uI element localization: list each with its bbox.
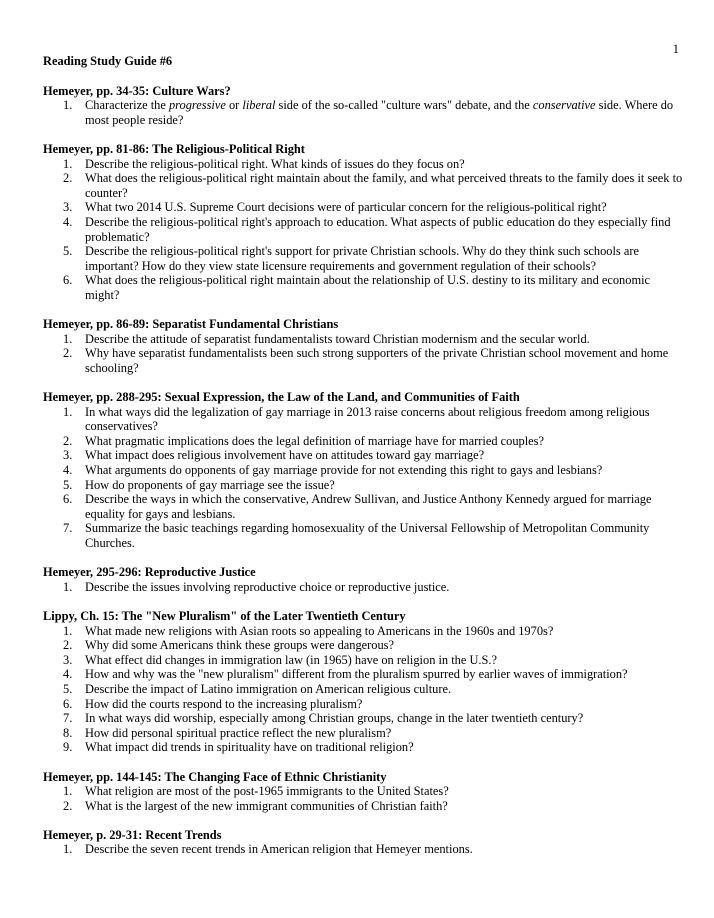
question-text: Summarize the basic teachings regarding homosexuality of the Universal Fellowship of Metropolitan Community Churches. [85,521,650,550]
question-text: Describe the impact of Latino immigration on American religious culture. [85,681,452,696]
list-item [43,215,683,244]
list-item [43,740,683,755]
item-number: 1. [63,98,73,113]
item-number: 1. [63,784,73,799]
question-text: What made new religions with Asian roots so appealing to Americans in the 1960s and 1970s? [85,623,554,638]
question-list [43,842,683,857]
item-number: 7. [63,711,73,726]
item-number: 3. [63,652,73,667]
list-item [43,332,683,347]
item-number: 9. [63,740,73,755]
question-list [43,405,683,551]
item-number: 2. [63,346,73,361]
item-number: 2. [63,638,73,653]
question-text: What religion are most of the post-1965 immigrants to the United States? [85,784,449,799]
section-recent-trends [43,828,683,857]
item-number: 4. [63,214,73,229]
item-number: 4. [63,463,73,478]
question-text: How and why was the "new pluralism" different from the pluralism spurred by earlier waves of immigration? [85,667,628,682]
emphasis-liberal: liberal [242,98,276,113]
document-body [43,54,683,872]
list-item [43,244,683,273]
item-number: 3. [63,448,73,463]
list-item [43,273,683,302]
section-heading: Hemeyer, pp. 86-89: Separatist Fundamental Christians [43,317,339,332]
section-new-pluralism [43,609,683,755]
page-number: 1 [672,42,679,56]
question-text: Describe the seven recent trends in American religion that Hemeyer mentions. [85,842,473,857]
question-text: What impact did trends in spirituality have on traditional religion? [85,740,414,755]
question-text: How do proponents of gay marriage see the issue? [85,477,335,492]
item-number: 1. [63,623,73,638]
section-religious-political-right [43,142,683,303]
list-item [43,434,683,449]
list-item [43,346,683,375]
question-text: What does the religious-political right maintain about the family, and what perceived threats to the family does it seek to counter? [85,171,683,200]
question-list [43,98,683,127]
item-number: 1. [63,404,73,419]
list-item [43,448,683,463]
question-text: Describe the ways in which the conservative, Andrew Sullivan, and Justice Anthony Kennedy argued for marriage equality for gays and lesbians. [85,492,652,521]
item-number: 8. [63,725,73,740]
question-text: Describe the attitude of separatist fundamentalists toward Christian modernism and the secular world. [85,331,590,346]
question-text: What two 2014 U.S. Supreme Court decisions were of particular concern for the religious-political right? [85,200,607,215]
question-list [43,332,683,376]
list-item [43,478,683,493]
question-text: Why have separatist fundamentalists been such strong supporters of the private Christian school movement and home schooling? [85,346,669,375]
item-number: 5. [63,681,73,696]
emphasis-progressive: progressive [168,98,226,113]
list-item [43,171,683,200]
section-heading: Hemeyer, pp. 34-35: Culture Wars? [43,83,231,98]
question-list [43,157,683,303]
question-text: In what ways did the legalization of gay marriage in 2013 raise concerns about religious freedom among religious conservatives? [85,404,650,434]
item-number: 1. [63,156,73,171]
item-number: 2. [63,433,73,448]
item-number: 2. [63,171,73,186]
section-heading: Hemeyer, pp. 288-295: Sexual Expression, the Law of the Land, and Communities of Faith [43,390,520,405]
question-list [43,580,683,595]
question-text: How did the courts respond to the increasing pluralism? [85,696,363,711]
list-item [43,799,683,814]
list-item [43,697,683,712]
item-number: 5. [63,477,73,492]
section-reproductive-justice [43,565,683,594]
question-text: What impact does religious involvement have on attitudes toward gay marriage? [85,448,485,463]
item-number: 4. [63,667,73,682]
item-number: 5. [63,244,73,259]
list-item [43,463,683,478]
list-item [43,405,683,434]
emphasis-conservative: conservative [532,98,596,113]
list-item [43,200,683,215]
list-item [43,667,683,682]
item-number: 3. [63,200,73,215]
section-heading: Hemeyer, pp. 81-86: The Religious-Political Right [43,141,305,156]
section-heading: Hemeyer, p. 29-31: Recent Trends [43,827,222,842]
list-item [43,492,683,521]
section-heading: Hemeyer, pp. 144-145: The Changing Face of Ethnic Christianity [43,769,387,784]
list-item [43,711,683,726]
question-list [43,784,683,813]
question-list [43,624,683,755]
section-heading: Lippy, Ch. 15: The "New Pluralism" of the Later Twentieth Century [43,608,406,623]
item-number: 1. [63,331,73,346]
item-number: 6. [63,696,73,711]
item-number: 1. [63,842,73,857]
question-text: What is the largest of the new immigrant communities of Christian faith? [85,798,448,813]
item-number: 6. [63,273,73,288]
question-text: Describe the religious-political right. What kinds of issues do they focus on? [85,156,465,171]
list-item [43,624,683,639]
question-text: What arguments do opponents of gay marriage provide for not extending this right to gays and lesbians? [85,463,603,478]
question-text: What does the religious-political right maintain about the relationship of U.S. destiny to its military and economic might? [85,273,651,302]
item-number: 2. [63,798,73,813]
list-item [43,98,683,127]
section-heading: Hemeyer, 295-296: Reproductive Justice [43,565,256,580]
list-item [43,521,683,550]
section-sexual-expression [43,390,683,551]
list-item [43,726,683,741]
question-text: What pragmatic implications does the legal definition of marriage have for married couples? [85,433,544,448]
question-text: How did personal spiritual practice reflect the new pluralism? [85,725,392,740]
question-text: Describe the religious-political right's support for private Christian schools. Why do they think such schools are important? How do they view state licensure requirements and government regulation of their schools? [85,244,639,273]
document-title: Reading Study Guide #6 [43,54,173,68]
list-item [43,638,683,653]
question-text: Why did some Americans think these groups were dangerous? [85,638,394,653]
section-ethnic-christianity [43,770,683,814]
question-text: Describe the issues involving reproductive choice or reproductive justice. [85,579,450,594]
question-text: Characterize the progressive or liberal side of the so-called "culture wars" debate, and the conservative side. Where do most people reside? [85,98,674,127]
list-item [43,842,683,857]
question-text: Describe the religious-political right's approach to education. What aspects of public education do they especially find problematic? [85,214,671,244]
list-item [43,682,683,697]
list-item [43,580,683,595]
list-item [43,784,683,799]
list-item [43,157,683,172]
question-text: What effect did changes in immigration law (in 1965) have on religion in the U.S.? [85,652,497,667]
section-separatist-fundamentalists [43,317,683,375]
item-number: 6. [63,492,73,507]
item-number: 7. [63,521,73,536]
section-culture-wars [43,84,683,128]
item-number: 1. [63,579,73,594]
list-item [43,653,683,668]
question-text: In what ways did worship, especially among Christian groups, change in the later twentieth century? [85,711,584,726]
